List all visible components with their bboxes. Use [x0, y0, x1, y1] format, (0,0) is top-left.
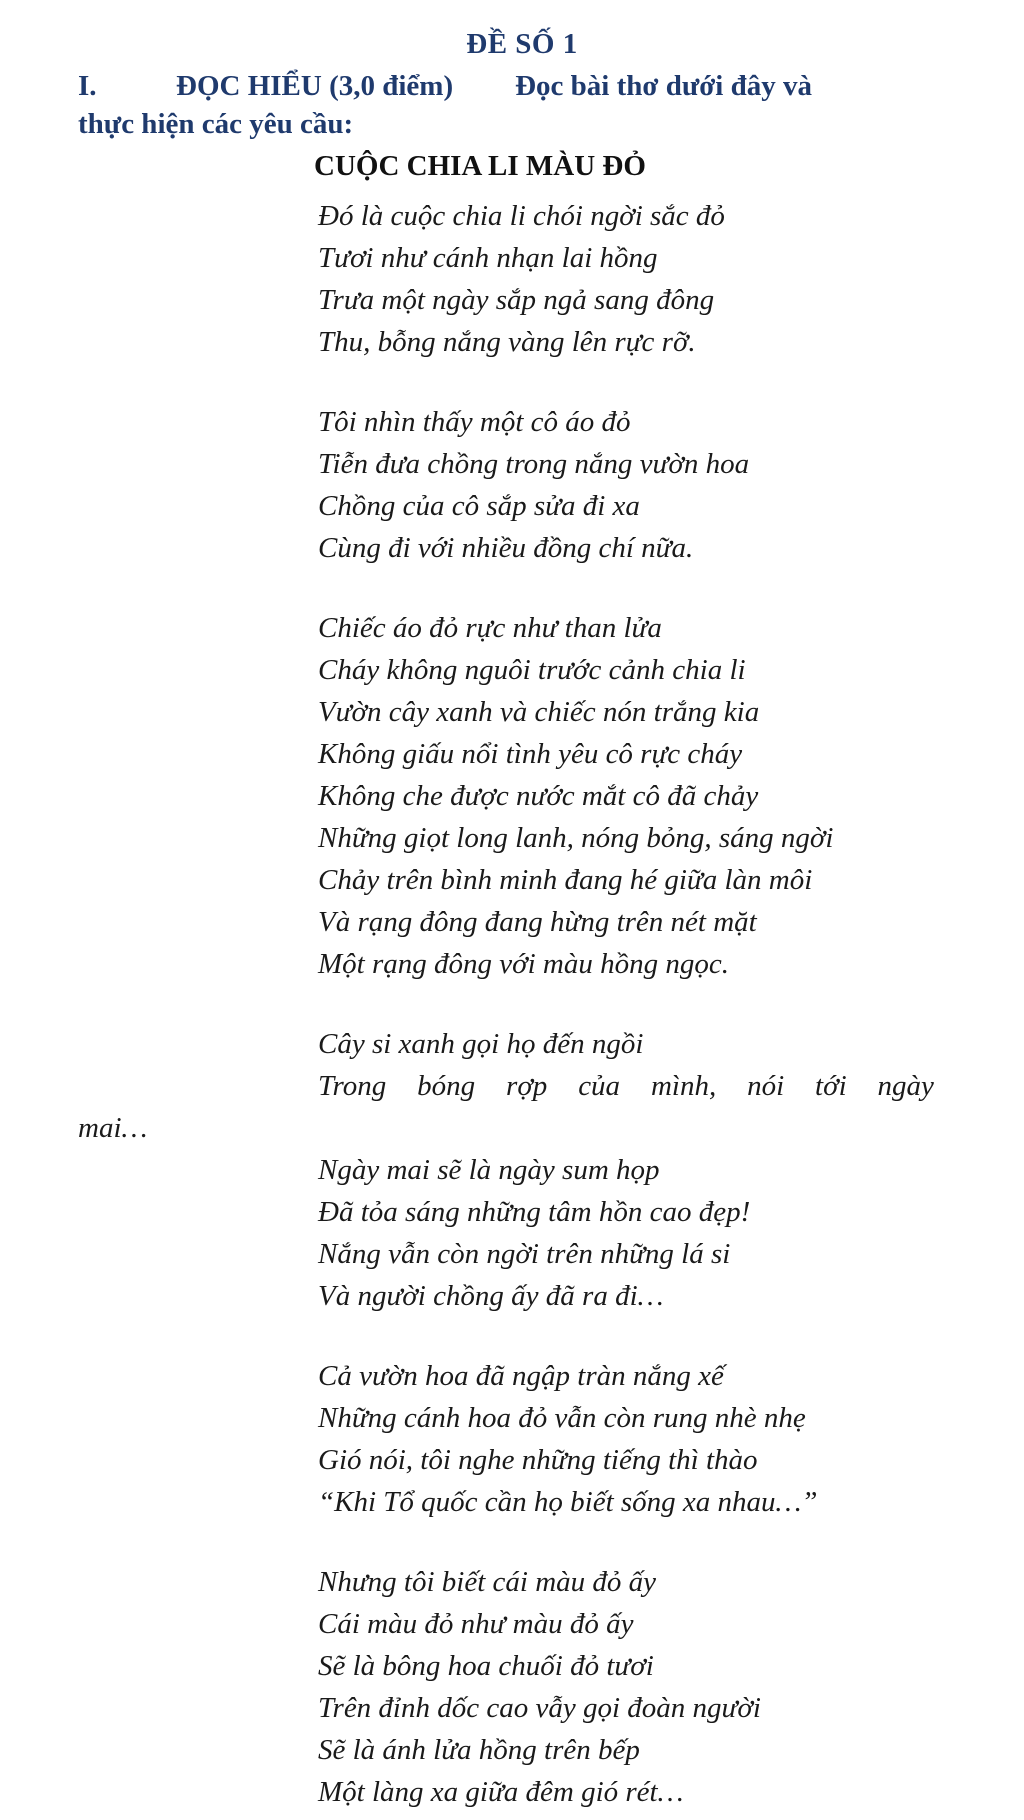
poem-line: Ngày mai sẽ là ngày sum họp	[318, 1154, 660, 1186]
poem-word: nói	[747, 1070, 785, 1102]
poem-line: Sẽ là bông hoa chuối đỏ tươi	[318, 1650, 654, 1682]
poem-line: Cháy không nguôi trước cảnh chia li	[318, 654, 746, 686]
poem-line: Thu, bỗng nắng vàng lên rực rỡ.	[318, 326, 696, 358]
poem-line: Cái màu đỏ như màu đỏ ấy	[318, 1608, 634, 1640]
instruction-end: thực hiện các yêu cầu:	[78, 108, 354, 140]
poem-line: Gió nói, tôi nghe những tiếng thì thào	[318, 1444, 758, 1476]
section-title: ĐỌC HIỂU (3,0 điểm)	[176, 70, 454, 102]
stanza-break	[318, 1523, 958, 1561]
poem-word: rợp	[506, 1070, 548, 1102]
poem-line: Chiếc áo đỏ rực như than lửa	[318, 612, 662, 644]
poem-line: Cả vườn hoa đã ngập tràn nắng xế	[318, 1360, 724, 1392]
poem-line: Đó là cuộc chia li chói ngời sắc đỏ	[318, 200, 725, 232]
poem-word: bóng	[417, 1070, 476, 1102]
poem-line: Một làng xa giữa đêm gió rét…	[318, 1776, 684, 1808]
poem-word: của	[578, 1070, 621, 1102]
poem-line: Cùng đi với nhiều đồng chí nữa.	[318, 532, 694, 564]
poem-line: Một rạng đông với màu hồng ngọc.	[318, 948, 729, 980]
instruction-start: Đọc bài thơ dưới đây và	[515, 70, 812, 102]
poem-line: Đã tỏa sáng những tâm hồn cao đẹp!	[318, 1196, 751, 1228]
poem-line: Sẽ là ánh lửa hồng trên bếp	[318, 1734, 640, 1766]
poem-line: Những cánh hoa đỏ vẫn còn rung nhè nhẹ	[318, 1402, 806, 1434]
poem-line: “Khi Tổ quốc cần họ biết sống xa nhau…”	[318, 1486, 818, 1518]
poem-line-wrap: mai…	[78, 1112, 148, 1144]
poem-line: Không che được nước mắt cô đã chảy	[318, 780, 759, 812]
poem-line: Tiễn đưa chồng trong nắng vườn hoa	[318, 448, 750, 480]
poem-word: tới	[815, 1070, 847, 1102]
poem-title: CUỘC CHIA LI MÀU ĐỎ	[314, 150, 646, 182]
exam-title: ĐỀ SỐ 1	[466, 28, 578, 60]
poem-line: Vườn cây xanh và chiếc nón trắng kia	[318, 696, 760, 728]
poem-word: ngày	[877, 1070, 934, 1102]
stanza-break	[318, 985, 958, 1023]
poem-line: Trên đỉnh dốc cao vẫy gọi đoàn người	[318, 1692, 761, 1724]
poem-body	[78, 195, 958, 1813]
poem-line: Chảy trên bình minh đang hé giữa làn môi	[318, 864, 813, 896]
poem-line: Những giọt long lanh, nóng bỏng, sáng ngời	[318, 822, 834, 854]
poem-line: Và người chồng ấy đã ra đi…	[318, 1280, 664, 1312]
poem-line: Không giấu nổi tình yêu cô rực cháy	[318, 738, 743, 770]
poem-line: Chồng của cô sắp sửa đi xa	[318, 490, 640, 522]
poem-line: Tôi nhìn thấy một cô áo đỏ	[318, 406, 631, 438]
section-number: I.	[78, 70, 97, 102]
section-heading	[78, 70, 948, 103]
poem-line: Và rạng đông đang hừng trên nét mặt	[318, 906, 757, 938]
poem-line: Cây si xanh gọi họ đến ngồi	[318, 1028, 644, 1060]
stanza-break	[318, 569, 958, 607]
poem-word: mình,	[650, 1070, 717, 1102]
poem-line-justified	[318, 1065, 934, 1107]
poem-line: Nắng vẫn còn ngời trên những lá si	[318, 1238, 731, 1270]
poem-line: Trưa một ngày sắp ngả sang đông	[318, 284, 715, 316]
stanza-break	[318, 1317, 958, 1355]
poem-word: Trong	[318, 1070, 387, 1102]
poem-line: Tươi như cánh nhạn lai hồng	[318, 242, 658, 274]
poem-line: Nhưng tôi biết cái màu đỏ ấy	[318, 1566, 657, 1598]
stanza-break	[318, 363, 958, 401]
